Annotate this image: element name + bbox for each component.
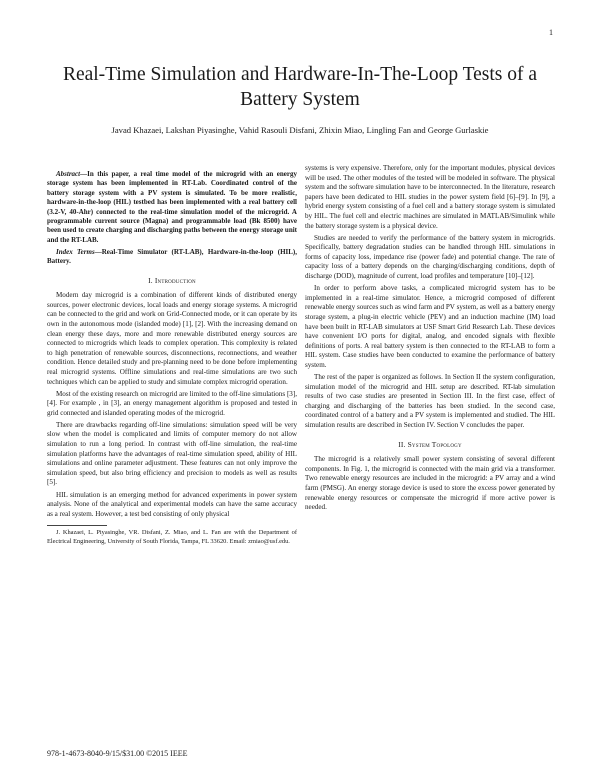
paragraph: The microgrid is a relatively small power system consisting of several different components. In Fig. 1, the microgrid is connected with the main grid via a transformer. Two renewable energy resources are included in the microgrid: a PV array and a wind farm (PMSG). An energy storage device is used to store the excess power generated by renewable energy resources or compensate the microgrid if more active power is needed.	[305, 455, 555, 512]
section-heading-introduction: I. Introduction	[148, 275, 196, 285]
right-column	[305, 164, 555, 515]
index-terms-label: Index Terms	[56, 247, 95, 256]
index-terms-text: —Real-Time Simulator (RT-LAB), Hardware-in-the-loop (HIL), Battery.	[47, 247, 297, 266]
paper-title: Real-Time Simulation and Hardware-In-The-Loop Tests of a Battery System	[62, 64, 538, 110]
paragraph: The rest of the paper is organized as follows. In Section II the system configuration, simulation model of the microgrid and HIL setup are described. RT-lab simulation results of two case studies are presented in Section III. In the first case, effect of charging and discharging of the batteries has been studied. In the second case, coordinated control of a battery and a PV system is implemented and studied. The HIL simulation results are described in Section IV. Section V concludes the paper.	[305, 372, 555, 429]
index-terms	[47, 248, 297, 267]
abstract-text: —In this paper, a real time model of the microgrid with an energy storage system has been implemented in RT-Lab. Coordinated control of the battery storage system with a PV system is simulated. To be more realistic, hardware-in-the-loop (HIL) testbed has been implemented with a real battery cell (3.2-V, 40-Ahr) connected to the real-time simulation model of the microgrid. A programmable current source (Magna) and programmable load (Bk 8500) have been used to create charging and discharging paths between the energy storage unit and the RT-LAB.	[47, 170, 297, 244]
paragraph: systems is very expensive. Therefore, only for the important modules, physical devices will be used. The other modules of the tested will be modeled in software. The physical system and the software simulation have to be interconnected. In the literature, research papers have been dedicated to HIL studies in the power system field [6]–[9]. In [9], a hybrid energy system consisting of a fuel cell and a battery storage system is simulated by HIL. The fuel cell and electric machines are simulated in MATLAB/Simulink while the battery storage system is a physical device.	[305, 164, 555, 230]
abstract	[47, 170, 297, 245]
author-list: Javad Khazaei, Lakshan Piyasinghe, Vahid Rasouli Disfani, Zhixin Miao, Lingling Fan and George Gurlaskie	[111, 125, 489, 135]
paragraph: Studies are needed to verify the performance of the battery system in microgrids. Specifically, battery degradation studies can be handled through HIL simulations in forms of capacity loss, impedance rise (power fade) and potential change. The rate of capacity loss of a battery depends on the charging/discharging conditions, depth of discharge (DOD), magnitude of current, load profiles and temperature [10]–[12].	[305, 233, 555, 281]
paragraph: Most of the existing research on microgrid are limited to the off-line simulations [3], [4]. For example , in [3], an energy management algorithm is proposed and tested in grid connected and islanded operating modes of the microgrid.	[47, 389, 297, 417]
footnote-divider	[47, 525, 107, 526]
paragraph: HIL simulation is an emerging method for advanced experiments in power system analysis. None of the analytical and experimental models can have the same accuracy as a real system. However, a test bed consisting of only physical	[47, 490, 297, 518]
abstract-label: Abstract	[56, 170, 81, 178]
paragraph: In order to perform above tasks, a complicated microgrid system has to be implemented in a real-time simulator. Hence, a microgrid composed of different renewable energy sources such as wind farm and PV system, as well as a battery energy storage system, a plug-in electric vehicle (PEV) and an induction machine (IM) load have been built in RT-LAB simulators at USF Smart Grid Research Lab. These devices have convenient I/O ports for digital, analog, and encoded signals with flexible definitions of ports. A real battery system is then connected to the RT-LAB to form a HIL system. Case studies have been conducted to examine the performance of battery system.	[305, 284, 555, 369]
left-column	[47, 170, 297, 549]
author-footnote: J. Khazaei, L. Piyasinghe, VR. Disfani, Z. Miao, and L. Fan are with the Department of Electrical Engineering, University of South Florida, Tampa, FL 33620. Email: zmiao@usf.edu.	[47, 529, 297, 545]
paragraph: There are drawbacks regarding off-line simulations: simulation speed will be very slow when the model is complicated and limits of computer memory do not allow simulation to run a long period. In contrast with off-line simulation, the real-time simulation platforms have the advantages of real-time simulation speed, ability of HIL simulations and online parameter adjustment. These features can not only improve the simulation speed, but also bring efficiency and precision to models as well as results [5].	[47, 420, 297, 487]
page-number: 1	[549, 28, 553, 37]
copyright-footer: 978-1-4673-8040-9/15/$31.00 ©2015 IEEE	[47, 749, 188, 758]
section-heading-system-topology: II. System Topology	[398, 439, 462, 449]
paragraph: Modern day microgrid is a combination of different kinds of distributed energy sources, power electronic devices, local loads and energy storage systems. A microgrid can be connected to the grid and work on Grid-Connected mode, or it can operate by its own in the autonomous mode (islanded mode) [1], [2]. With the increasing demand on clean energy these days, more and more renewable distributed energy sources are connected to microgrids which leads to complex operation. This complexity is related to high penetration of renewable sources, disconnections, reconnections, and weather condition. Hence detailed study and pre-planning need to be done before implementing real microgrid systems. Offline simulations and real-time simulations are two such techniques which can be applied to study and simulate complex microgrid operation.	[47, 291, 297, 386]
